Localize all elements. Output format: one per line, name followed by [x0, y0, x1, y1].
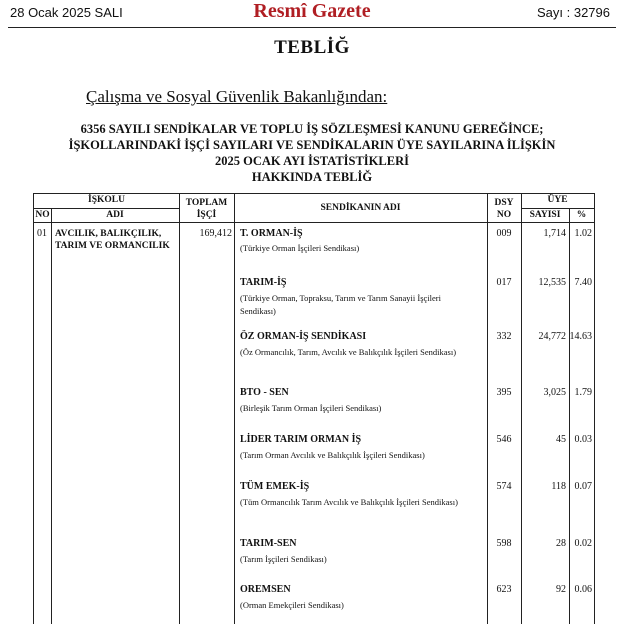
- header-sayisi: SAYISI: [529, 210, 561, 220]
- union-member-count: 3,025: [543, 387, 566, 398]
- union-member-percent: 7.40: [574, 277, 592, 288]
- union-member-count: 24,772: [538, 331, 566, 342]
- union-dsy-no: 009: [496, 228, 512, 239]
- union-full-name: (Türkiye Orman, Topraksu, Tarım ve Tarım Sanayii İşçileri: [240, 293, 441, 303]
- union-name: TARIM-İŞ: [240, 277, 287, 288]
- statistics-table: [33, 193, 595, 624]
- union-member-percent: 1.02: [574, 228, 592, 239]
- union-dsy-no: 395: [496, 387, 512, 398]
- union-name: TARIM-SEN: [240, 538, 297, 549]
- union-member-percent: 0.07: [574, 481, 592, 492]
- union-member-count: 1,714: [543, 228, 566, 239]
- header-rule: [8, 27, 616, 28]
- document-title: [0, 121, 624, 185]
- union-full-name: (Tüm Ormancılık Tarım Avcılık ve Balıkçılık İşçileri Sendikası): [240, 497, 458, 507]
- union-member-count: 45: [556, 434, 566, 445]
- document-title-line: HAKKINDA TEBLİĞ: [251, 170, 373, 184]
- header-rule: [34, 208, 179, 209]
- union-member-percent: 0.02: [574, 538, 592, 549]
- column-divider: [179, 194, 180, 624]
- header-isci: İŞÇİ: [196, 210, 217, 220]
- union-full-name: (Birleşik Tarım Orman İşçileri Sendikası): [240, 403, 382, 413]
- branch-name-line: AVCILIK, BALIKÇILIK,: [55, 229, 162, 239]
- header-iskolu: İŞKOLU: [88, 195, 125, 205]
- column-divider: [234, 194, 235, 624]
- union-dsy-no: 574: [496, 481, 512, 492]
- union-member-count: 12,535: [538, 277, 566, 288]
- branch-name-line: TARIM VE ORMANCILIK: [55, 241, 170, 251]
- union-full-name: (Öz Ormancılık, Tarım, Avcılık ve Balıkçılık İşçileri Sendikası): [240, 347, 457, 357]
- ministry-name: Çalışma ve Sosyal Güvenlik Bakanlığından:: [86, 87, 388, 106]
- union-name: ÖZ ORMAN-İŞ SENDİKASI: [240, 331, 367, 342]
- union-member-percent: 0.03: [574, 434, 592, 445]
- header-adi: ADI: [106, 210, 124, 220]
- union-dsy-no: 546: [496, 434, 512, 445]
- union-full-name: (Tarım Orman Avcılık ve Balıkçılık İşçileri Sendikası): [240, 450, 425, 460]
- union-dsy-no: 332: [496, 331, 512, 342]
- branch-no: 01: [37, 228, 47, 239]
- gazette-issue-number: Sayı : 32796: [537, 5, 610, 20]
- header-rule: [34, 222, 594, 223]
- header-dsy: DSY: [494, 198, 514, 208]
- column-divider: [51, 208, 52, 624]
- union-name: TÜM EMEK-İŞ: [240, 481, 310, 492]
- column-divider: [521, 194, 522, 624]
- union-member-count: 118: [551, 481, 566, 492]
- union-member-percent: 1.79: [574, 387, 592, 398]
- document-title-line: 6356 SAYILI SENDİKALAR VE TOPLU İŞ SÖZLEŞMESİ KANUNU GEREĞİNCE;: [80, 122, 544, 136]
- header-no: NO: [35, 210, 50, 220]
- column-divider: [487, 194, 488, 624]
- union-name: T. ORMAN-İŞ: [240, 228, 303, 239]
- union-name: BTO - SEN: [240, 387, 289, 398]
- header-rule: [521, 208, 594, 209]
- branch-name: [55, 228, 170, 252]
- union-dsy-no: 017: [496, 277, 512, 288]
- branch-total-workers: 169,412: [199, 228, 232, 239]
- union-dsy-no: 598: [496, 538, 512, 549]
- union-full-name: (Türkiye Orman İşçileri Sendikası): [240, 243, 360, 253]
- union-name: OREMSEN: [240, 584, 291, 595]
- document-title-line: 2025 OCAK AYI İSTATİSTİKLERİ: [215, 154, 409, 168]
- header-dsy-no: NO: [496, 210, 512, 220]
- union-dsy-no: 623: [496, 584, 512, 595]
- union-member-percent: 0.06: [574, 584, 592, 595]
- document-title-line: İŞKOLLARINDAKİ İŞÇİ SAYILARI VE SENDİKALARIN ÜYE SAYILARINA İLİŞKİN: [68, 138, 556, 152]
- column-divider: [569, 208, 570, 624]
- union-name: LİDER TARIM ORMAN İŞ: [240, 434, 362, 445]
- gazette-title: Resmî Gazete: [253, 0, 371, 22]
- union-member-count: 92: [556, 584, 566, 595]
- union-full-name: (Tarım İşçileri Sendikası): [240, 554, 327, 564]
- section-heading: TEBLİĞ: [274, 37, 350, 58]
- header-uye: ÜYE: [547, 195, 568, 205]
- union-full-name: Sendikası): [240, 306, 276, 316]
- union-full-name: (Orman Emekçileri Sendikası): [240, 600, 344, 610]
- union-member-percent: 14.63: [569, 331, 592, 342]
- header-percent: %: [576, 210, 587, 220]
- header-sendika-adi: SENDİKANIN ADI: [320, 203, 401, 213]
- gazette-date: 28 Ocak 2025 SALI: [10, 5, 123, 20]
- union-member-count: 28: [556, 538, 566, 549]
- header-toplam: TOPLAM: [185, 198, 228, 208]
